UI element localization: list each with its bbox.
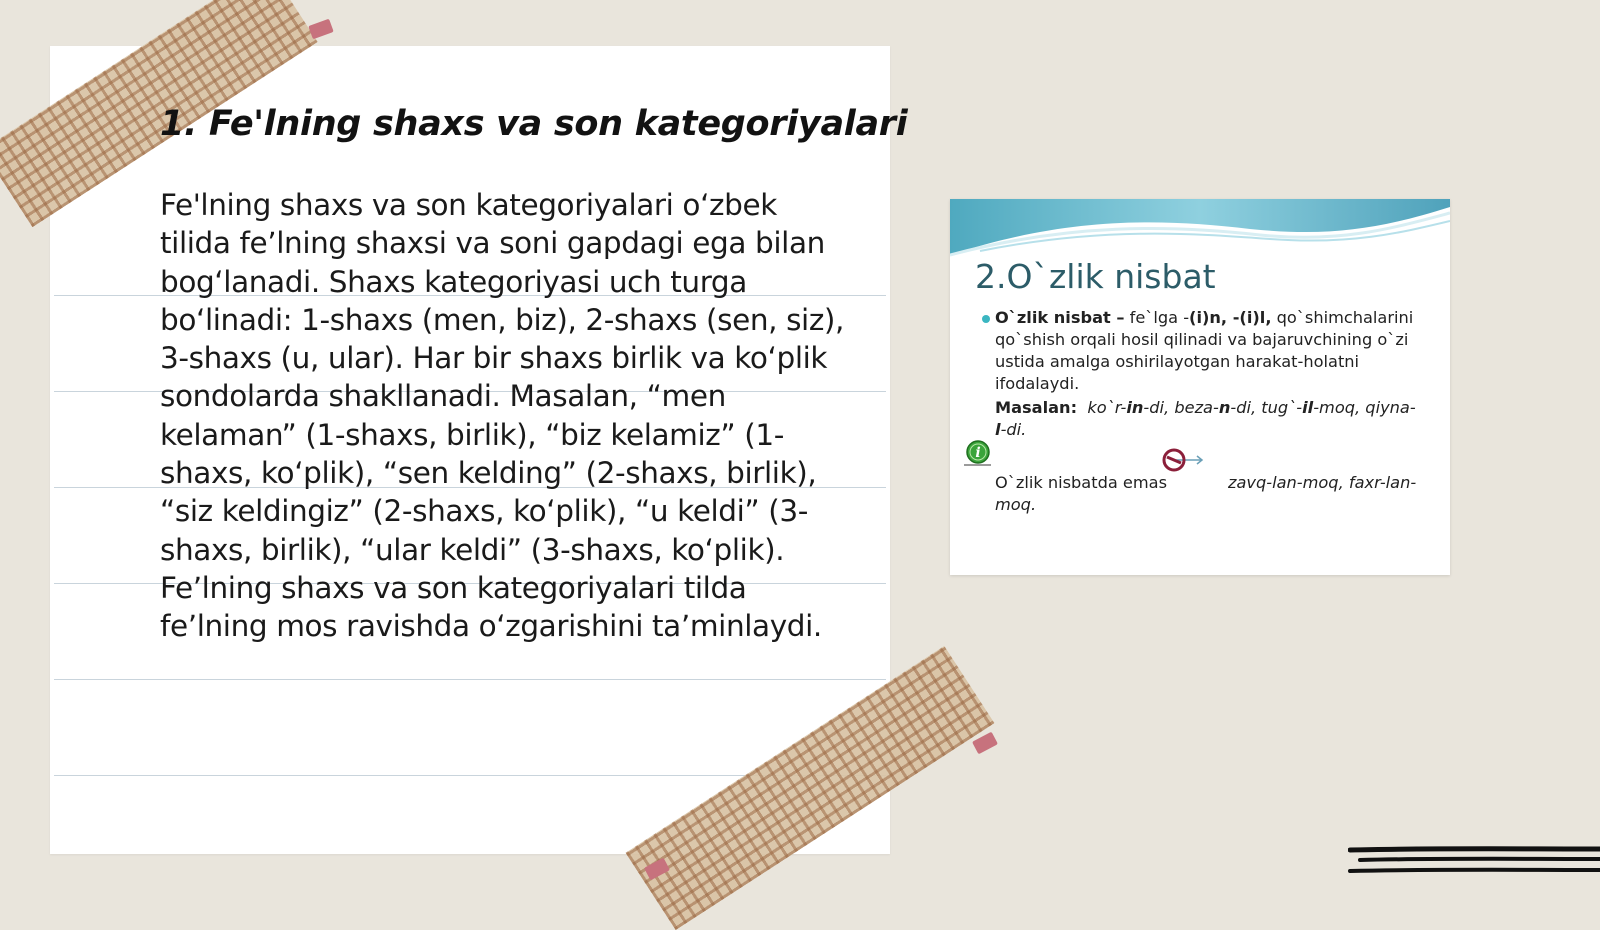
note-title: 1. Fe'lning shaxs va son kategoriyalari [160,104,908,144]
note-body: Fe'lning shaxs va son kategoriyalari o‘zbek tilida fe’lning shaxsi va soni gapdagi ega bilan bog‘lanadi. Shaxs kategoriyasi uch turga bo‘linadi: 1-shaxs (men, biz), 2-shaxs (sen, siz), 3-shaxs (u, ular). Har bir shaxs birlik va ko‘plik sondolarda shakllanadi. Masalan, “men kelaman” (1-shaxs, birlik), “biz kelamiz” (1-shaxs, ko‘plik), “sen kelding” (2-shaxs, birlik), “siz keldingiz” (2-shaxs, ko‘plik), “u keldi” (3-shaxs, birlik), “ular keldi” (3-shaxs, ko‘plik). Fe’lning shaxs va son kategoriyalari tilda fe’lning mos ravishda o‘zgarishini ta’minlaydi. [160,188,845,644]
svg-text:i: i [975,445,981,461]
term: O`zlik nisbat – [995,308,1125,327]
example-item: ko`r-in-di, [1087,398,1175,417]
example-item: tug`-il-moq, [1261,398,1366,417]
info-icon [963,439,993,469]
slide-note: O`zlik nisbatda emas [995,473,1168,492]
ruled-line [54,679,886,680]
example-item: qiyna-l-di. [995,398,1416,439]
slide-note-examples: zavq-lan-moq, faxr-lan-moq. [995,473,1417,514]
definition-rest: qo`shimchalarini qo`shish orqali hosil qilinadi va bajaruvchining o`zi ustida amalga oshirilayotgan harakat-holatni ifodalaydi. [995,308,1414,393]
slide-thumbnail [950,199,1450,575]
decorative-brush-lines [1348,846,1600,886]
suffixes: (i)n, -(i)l, [1189,308,1272,327]
bullet-dot-icon [982,315,990,323]
example-label: Masalan: [995,398,1078,417]
slide-title: 2.O`zlik nisbat [975,257,1216,296]
example-item: beza-n-di, [1174,398,1262,417]
definition-lead: fe`lga - [1124,308,1190,327]
slide-examples [995,397,1425,441]
tape-tab [308,19,333,40]
no-entry-icon [1162,448,1206,472]
slide-definition [995,307,1425,395]
